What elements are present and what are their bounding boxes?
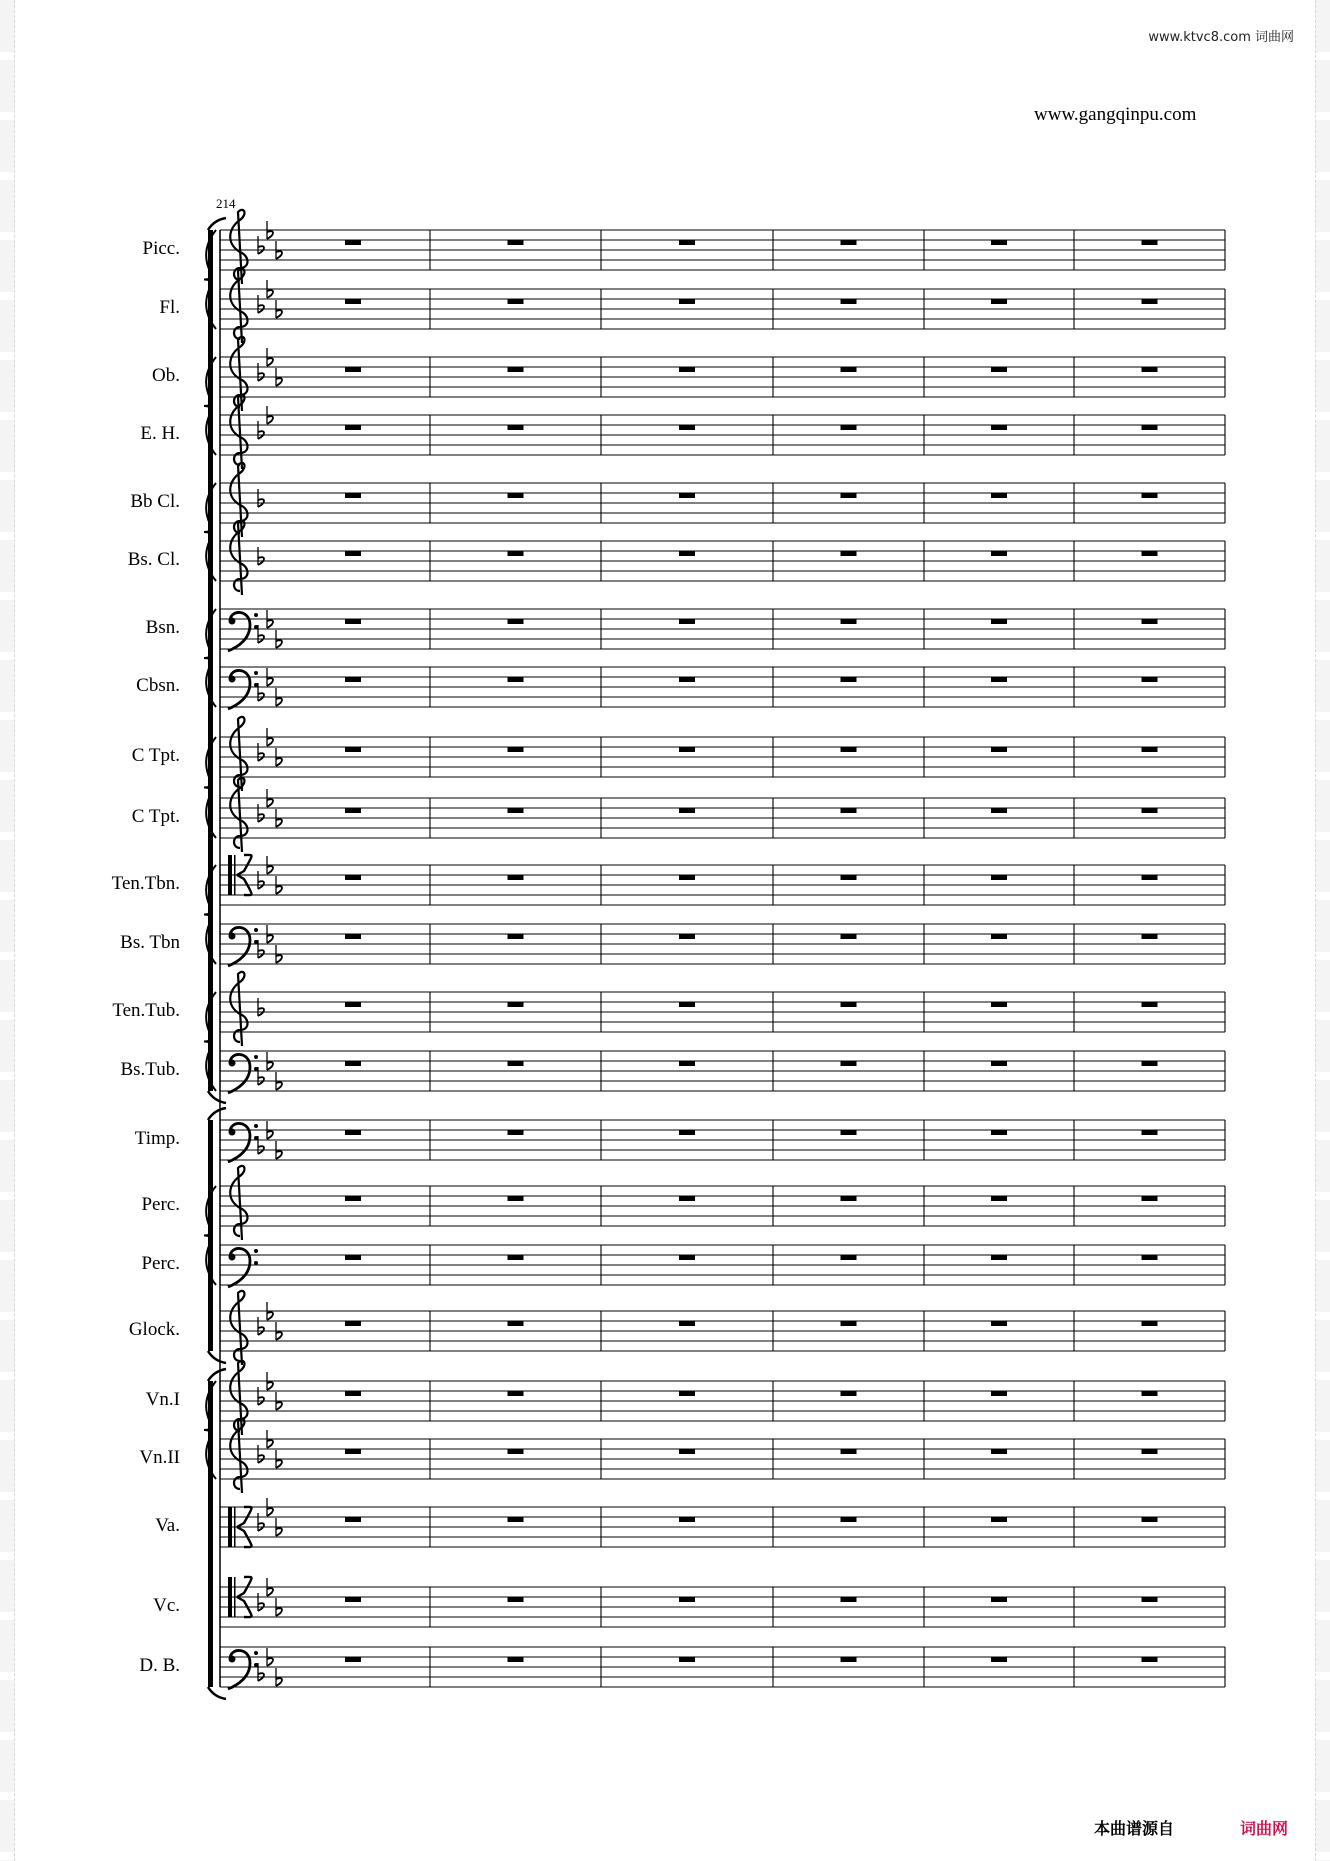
staff	[220, 1361, 1225, 1435]
instrument-label: Picc.	[142, 238, 180, 259]
whole-rest	[679, 299, 695, 304]
instrument-label: Bsn.	[145, 617, 180, 638]
staff	[220, 667, 1225, 709]
whole-rest	[508, 619, 524, 624]
whole-rest	[991, 677, 1007, 682]
measure-number: 214	[216, 196, 236, 211]
whole-rest	[841, 1517, 857, 1522]
staff	[220, 972, 1225, 1046]
footer-source: 本曲谱源自	[1094, 1819, 1175, 1838]
whole-rest	[679, 1255, 695, 1260]
whole-rest	[991, 1196, 1007, 1201]
whole-rest	[841, 875, 857, 880]
whole-rest	[991, 425, 1007, 430]
whole-rest	[991, 493, 1007, 498]
whole-rest	[679, 1517, 695, 1522]
whole-rest	[345, 1196, 361, 1201]
whole-rest	[345, 1061, 361, 1066]
whole-rest	[679, 619, 695, 624]
staff	[220, 463, 1225, 537]
whole-rest	[679, 747, 695, 752]
whole-rest	[841, 808, 857, 813]
website-url: www.gangqinpu.com	[1034, 104, 1197, 125]
whole-rest	[841, 1449, 857, 1454]
instrument-label: Cbsn.	[136, 675, 180, 696]
whole-rest	[991, 1321, 1007, 1326]
whole-rest	[841, 1002, 857, 1007]
whole-rest	[508, 808, 524, 813]
whole-rest	[679, 934, 695, 939]
whole-rest	[345, 1597, 361, 1602]
whole-rest	[679, 493, 695, 498]
instrument-label: E. H.	[140, 423, 180, 444]
whole-rest	[841, 425, 857, 430]
whole-rest	[508, 1255, 524, 1260]
whole-rest	[679, 1061, 695, 1066]
whole-rest	[991, 299, 1007, 304]
whole-rest	[345, 619, 361, 624]
whole-rest	[1142, 1321, 1158, 1326]
whole-rest	[508, 493, 524, 498]
whole-rest	[508, 1391, 524, 1396]
whole-rest	[508, 299, 524, 304]
instrument-label: Va.	[155, 1515, 180, 1536]
whole-rest	[345, 677, 361, 682]
whole-rest	[1142, 1517, 1158, 1522]
whole-rest	[1142, 240, 1158, 245]
staff	[220, 1051, 1225, 1093]
whole-rest	[508, 934, 524, 939]
whole-rest	[991, 240, 1007, 245]
instrument-label: Glock.	[128, 1319, 180, 1340]
whole-rest	[841, 367, 857, 372]
whole-rest	[679, 875, 695, 880]
staff	[220, 1577, 1225, 1627]
staff	[220, 337, 1225, 411]
instrument-label: Ten.Tub.	[112, 1000, 180, 1021]
whole-rest	[1142, 1196, 1158, 1201]
whole-rest	[345, 1517, 361, 1522]
footer-brand: 词曲网	[1240, 1819, 1289, 1838]
whole-rest	[679, 425, 695, 430]
whole-rest	[841, 1255, 857, 1260]
staff	[220, 210, 1225, 284]
whole-rest	[679, 808, 695, 813]
staff	[220, 609, 1225, 651]
whole-rest	[345, 425, 361, 430]
whole-rest	[841, 1061, 857, 1066]
instrument-label: C Tpt.	[131, 806, 180, 827]
whole-rest	[345, 875, 361, 880]
whole-rest	[991, 934, 1007, 939]
whole-rest	[508, 1597, 524, 1602]
whole-rest	[345, 367, 361, 372]
instrument-label: Bb Cl.	[130, 491, 180, 512]
staff	[220, 1166, 1225, 1240]
whole-rest	[991, 1255, 1007, 1260]
staff	[220, 269, 1225, 343]
whole-rest	[508, 1196, 524, 1201]
whole-rest	[991, 551, 1007, 556]
staff	[220, 855, 1225, 905]
whole-rest	[345, 1321, 361, 1326]
whole-rest	[841, 493, 857, 498]
whole-rest	[1142, 619, 1158, 624]
staff	[220, 395, 1225, 469]
whole-rest	[508, 1002, 524, 1007]
whole-rest	[345, 551, 361, 556]
instrument-label: Ten.Tbn.	[111, 873, 180, 894]
whole-rest	[679, 367, 695, 372]
whole-rest	[508, 1061, 524, 1066]
whole-rest	[508, 240, 524, 245]
whole-rest	[841, 619, 857, 624]
whole-rest	[1142, 367, 1158, 372]
whole-rest	[345, 1255, 361, 1260]
whole-rest	[991, 747, 1007, 752]
instrument-label: Fl.	[159, 297, 180, 318]
whole-rest	[1142, 1061, 1158, 1066]
whole-rest	[1142, 1597, 1158, 1602]
whole-rest	[1142, 808, 1158, 813]
whole-rest	[508, 367, 524, 372]
whole-rest	[508, 1657, 524, 1662]
instrument-label: Vc.	[153, 1595, 180, 1616]
whole-rest	[991, 1657, 1007, 1662]
whole-rest	[1142, 1449, 1158, 1454]
whole-rest	[991, 875, 1007, 880]
whole-rest	[345, 808, 361, 813]
whole-rest	[345, 240, 361, 245]
whole-rest	[1142, 551, 1158, 556]
whole-rest	[1142, 677, 1158, 682]
whole-rest	[991, 619, 1007, 624]
whole-rest	[508, 1517, 524, 1522]
whole-rest	[345, 493, 361, 498]
whole-rest	[991, 1391, 1007, 1396]
whole-rest	[508, 875, 524, 880]
instrument-label: Perc.	[141, 1194, 180, 1215]
whole-rest	[679, 1002, 695, 1007]
whole-rest	[991, 1061, 1007, 1066]
whole-rest	[841, 551, 857, 556]
instrument-label: Bs. Tbn	[120, 932, 180, 953]
whole-rest	[508, 551, 524, 556]
instrument-label: Bs.Tub.	[120, 1059, 180, 1080]
staff	[220, 1647, 1225, 1689]
whole-rest	[991, 1449, 1007, 1454]
whole-rest	[841, 677, 857, 682]
whole-rest	[679, 1321, 695, 1326]
whole-rest	[841, 240, 857, 245]
whole-rest	[508, 1321, 524, 1326]
whole-rest	[1142, 425, 1158, 430]
instrument-label: D. B.	[139, 1655, 180, 1676]
staff	[220, 1419, 1225, 1493]
instrument-label: Perc.	[141, 1253, 180, 1274]
whole-rest	[1142, 1657, 1158, 1662]
whole-rest	[841, 747, 857, 752]
whole-rest	[345, 1449, 361, 1454]
whole-rest	[679, 1597, 695, 1602]
whole-rest	[841, 1196, 857, 1201]
staff	[220, 1291, 1225, 1365]
whole-rest	[679, 677, 695, 682]
whole-rest	[345, 299, 361, 304]
whole-rest	[508, 677, 524, 682]
staff	[220, 1120, 1225, 1162]
whole-rest	[841, 1597, 857, 1602]
whole-rest	[508, 1130, 524, 1135]
instrument-label: Ob.	[152, 365, 180, 386]
whole-rest	[991, 1517, 1007, 1522]
whole-rest	[991, 808, 1007, 813]
instrument-label: C Tpt.	[131, 745, 180, 766]
staff	[220, 717, 1225, 791]
whole-rest	[679, 1391, 695, 1396]
whole-rest	[508, 425, 524, 430]
staff	[220, 1245, 1225, 1287]
whole-rest	[1142, 1002, 1158, 1007]
whole-rest	[679, 1657, 695, 1662]
whole-rest	[1142, 493, 1158, 498]
whole-rest	[1142, 934, 1158, 939]
staff	[220, 1498, 1225, 1547]
instrument-label: Vn.II	[139, 1447, 180, 1468]
whole-rest	[679, 1196, 695, 1201]
whole-rest	[679, 551, 695, 556]
whole-rest	[679, 240, 695, 245]
whole-rest	[508, 747, 524, 752]
whole-rest	[1142, 299, 1158, 304]
whole-rest	[841, 934, 857, 939]
whole-rest	[345, 747, 361, 752]
whole-rest	[508, 1449, 524, 1454]
whole-rest	[1142, 1255, 1158, 1260]
whole-rest	[345, 1391, 361, 1396]
staff	[220, 778, 1225, 852]
instrument-label: Vn.I	[145, 1389, 180, 1410]
whole-rest	[345, 1657, 361, 1662]
whole-rest	[345, 1002, 361, 1007]
whole-rest	[1142, 875, 1158, 880]
instrument-label: Timp.	[134, 1128, 180, 1149]
whole-rest	[841, 1657, 857, 1662]
whole-rest	[991, 1597, 1007, 1602]
whole-rest	[991, 1130, 1007, 1135]
whole-rest	[345, 1130, 361, 1135]
whole-rest	[679, 1130, 695, 1135]
whole-rest	[991, 1002, 1007, 1007]
instrument-label: Bs. Cl.	[127, 549, 180, 570]
staff	[220, 521, 1225, 595]
whole-rest	[841, 299, 857, 304]
whole-rest	[1142, 1391, 1158, 1396]
whole-rest	[679, 1449, 695, 1454]
whole-rest	[1142, 747, 1158, 752]
whole-rest	[841, 1391, 857, 1396]
whole-rest	[991, 367, 1007, 372]
whole-rest	[1142, 1130, 1158, 1135]
whole-rest	[345, 934, 361, 939]
whole-rest	[841, 1321, 857, 1326]
staff	[220, 924, 1225, 966]
top-right-watermark: www.ktvc8.com 词曲网	[1148, 30, 1294, 45]
whole-rest	[841, 1130, 857, 1135]
